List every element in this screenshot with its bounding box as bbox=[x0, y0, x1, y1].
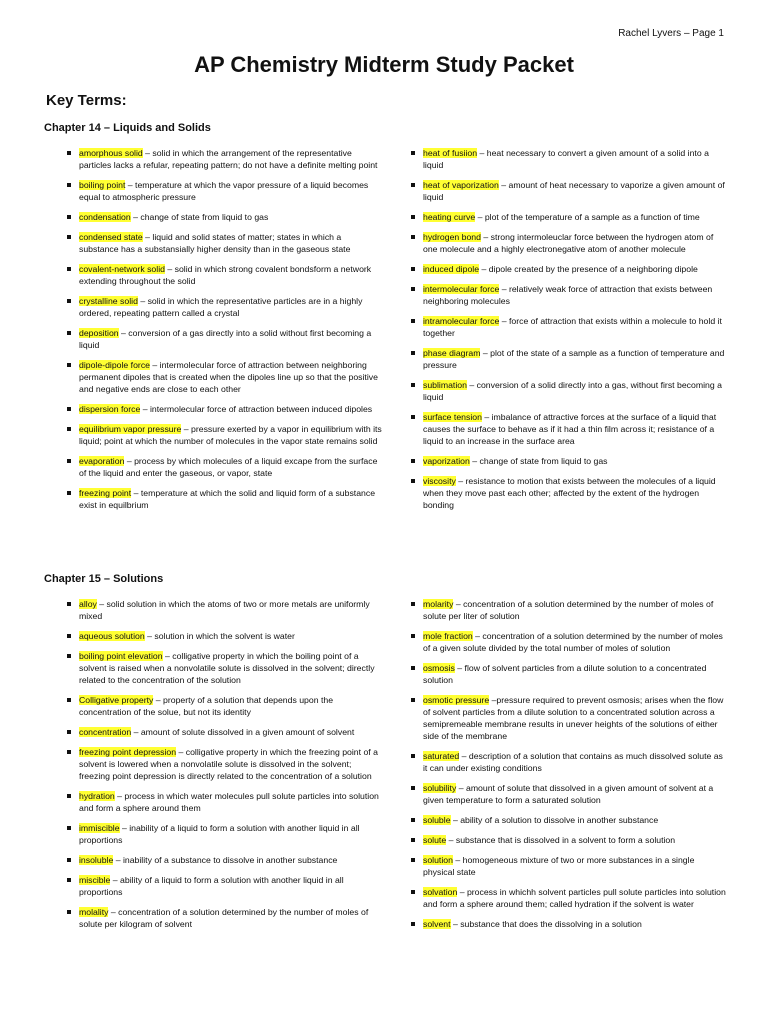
term-highlight: dispersion force bbox=[79, 404, 141, 414]
page-header: Rachel Lyvers – Page 1 bbox=[618, 28, 724, 39]
chapter-14-heading: Chapter 14 – Liquids and Solids bbox=[44, 122, 211, 134]
term-entry bbox=[64, 231, 382, 255]
term-highlight: boiling point elevation bbox=[79, 651, 163, 661]
term-entry bbox=[408, 598, 726, 622]
term-highlight: evaporation bbox=[79, 456, 125, 466]
term-highlight: solute bbox=[423, 835, 447, 845]
term-highlight: amorphous solid bbox=[79, 148, 143, 158]
term-entry bbox=[408, 231, 726, 255]
term-highlight: hydration bbox=[79, 791, 115, 801]
term-entry bbox=[64, 650, 382, 686]
term-entry bbox=[408, 834, 726, 846]
term-definition: – substance that is dissolved in a solvent to form a solution bbox=[446, 835, 676, 845]
term-entry bbox=[408, 918, 726, 930]
term-entry bbox=[408, 814, 726, 826]
term-entry bbox=[64, 726, 382, 738]
term-definition: – colligative property in which the freezing point of a solvent is lowered when a nonvolatile solute is dissolved in the solvent; freezing point depression is directly related to the concentration of a solution bbox=[79, 747, 378, 781]
term-highlight: solubility bbox=[423, 783, 457, 793]
term-definition: – amount of solute dissolved in a given amount of solvent bbox=[131, 727, 355, 737]
term-highlight: deposition bbox=[79, 328, 119, 338]
term-definition: – force of attraction that exists within a molecule to hold it together bbox=[423, 316, 722, 338]
term-definition: – strong intermoleuclar force between the hydrogen atom of one molecule and a highly electronegative atom of another molecule bbox=[423, 232, 714, 254]
term-definition: – solid in which the arrangement of the representative particles lacks a refular, repeating pattern; do not have a definite melting point bbox=[79, 148, 378, 170]
term-highlight: osmosis bbox=[423, 663, 455, 673]
term-highlight: miscible bbox=[79, 875, 111, 885]
term-highlight: Colligative property bbox=[79, 695, 154, 705]
document-title: AP Chemistry Midterm Study Packet bbox=[194, 52, 574, 77]
term-definition: – change of state from liquid to gas bbox=[130, 212, 269, 222]
term-definition: – amount of heat necessary to vaporize a given amount of liquid bbox=[423, 180, 725, 202]
term-entry bbox=[64, 403, 382, 415]
term-highlight: sublimation bbox=[423, 380, 467, 390]
term-definition: – intermolecular force of attraction between neighboring permanent dipoles that is created when the dipoles line up so that the positive and negative ends are close to each other bbox=[79, 360, 378, 394]
term-entry bbox=[64, 630, 382, 642]
term-highlight: condensed state bbox=[79, 232, 143, 242]
term-entry bbox=[408, 315, 726, 339]
term-highlight: phase diagram bbox=[423, 348, 481, 358]
term-entry bbox=[64, 179, 382, 203]
term-definition: – inability of a liquid to form a solution with another liquid in all proportions bbox=[79, 823, 360, 845]
term-highlight: equilibrium vapor pressure bbox=[79, 424, 182, 434]
term-entry bbox=[408, 263, 726, 275]
term-definition: – process in whichh solvent particles pull solute particles into solution and form a sphere around them; called hydration if the solvent is water bbox=[423, 887, 726, 909]
term-highlight: mole fraction bbox=[423, 631, 473, 641]
term-entry bbox=[408, 411, 726, 447]
term-entry bbox=[408, 694, 726, 742]
term-definition: – concentration of a solution determined by the number of moles of solute per kilogram of solvent bbox=[79, 907, 369, 929]
term-definition: – change of state from liquid to gas bbox=[469, 456, 608, 466]
term-entry bbox=[408, 211, 726, 223]
term-definition: – ability of a solution to dissolve in another substance bbox=[450, 815, 659, 825]
term-entry bbox=[64, 455, 382, 479]
term-highlight: hydrogen bond bbox=[423, 232, 481, 242]
term-highlight: crystalline solid bbox=[79, 296, 138, 306]
term-highlight: freezing point bbox=[79, 488, 132, 498]
term-highlight: osmotic pressure bbox=[423, 695, 490, 705]
term-highlight: molarity bbox=[423, 599, 454, 609]
term-entry bbox=[64, 694, 382, 718]
term-definition: – amount of solute that dissolved in a given amount of solvent at a given temperature to form a saturated solution bbox=[423, 783, 714, 805]
term-entry bbox=[64, 327, 382, 351]
term-definition: – flow of solvent particles from a dilute solution to a concentrated solution bbox=[423, 663, 707, 685]
term-entry bbox=[64, 359, 382, 395]
term-entry bbox=[408, 347, 726, 371]
term-highlight: molality bbox=[79, 907, 109, 917]
term-highlight: heat of vaporization bbox=[423, 180, 499, 190]
term-entry bbox=[408, 147, 726, 171]
chapter-15-right-list bbox=[408, 598, 726, 938]
term-highlight: condensation bbox=[79, 212, 131, 222]
term-definition: – pressure exerted by a vapor in equilibrium with its liquid; point at which the number of molecules in the vapor state remains solid bbox=[79, 424, 382, 446]
term-highlight: soluble bbox=[423, 815, 451, 825]
term-definition: – process by which molecules of a liquid excape from the surface of the liquid and enter the gaseous, or vapor, state bbox=[79, 456, 378, 478]
term-entry bbox=[408, 455, 726, 467]
term-definition: – substance that does the dissolving in a solution bbox=[450, 919, 642, 929]
term-entry bbox=[64, 598, 382, 622]
term-highlight: intramolecular force bbox=[423, 316, 500, 326]
term-definition: – solid in which the representative particles are in a highly ordered, repeating pattern called a crystal bbox=[79, 296, 363, 318]
term-entry bbox=[64, 874, 382, 898]
term-entry bbox=[64, 295, 382, 319]
term-definition: – imbalance of attractive forces at the surface of a liquid that causes the surface to behave as if it had a thin film across it; resistance of a liquid to an increase in the surface area bbox=[423, 412, 717, 446]
chapter-15-left-list bbox=[64, 598, 382, 938]
term-highlight: vaporization bbox=[423, 456, 470, 466]
term-entry bbox=[64, 263, 382, 287]
term-entry bbox=[408, 782, 726, 806]
term-definition: – temperature at which the solid and liquid form of a substance exist in equilbrium bbox=[79, 488, 376, 510]
term-entry bbox=[408, 886, 726, 910]
term-highlight: heating curve bbox=[423, 212, 476, 222]
term-highlight: solvent bbox=[423, 919, 451, 929]
term-definition: – conversion of a gas directly into a solid without first becoming a liquid bbox=[79, 328, 372, 350]
term-entry bbox=[64, 147, 382, 171]
term-highlight: intermolecular force bbox=[423, 284, 500, 294]
term-highlight: insoluble bbox=[79, 855, 114, 865]
term-entry bbox=[408, 179, 726, 203]
term-entry bbox=[64, 746, 382, 782]
term-highlight: heat of fusiion bbox=[423, 148, 478, 158]
term-entry bbox=[408, 854, 726, 878]
term-entry bbox=[408, 630, 726, 654]
term-highlight: solvation bbox=[423, 887, 458, 897]
term-highlight: dipole-dipole force bbox=[79, 360, 150, 370]
term-definition: – plot of the state of a sample as a function of temperature and pressure bbox=[423, 348, 725, 370]
term-entry bbox=[64, 487, 382, 511]
term-highlight: saturated bbox=[423, 751, 460, 761]
term-highlight: boiling point bbox=[79, 180, 126, 190]
term-definition: – solution in which the solvent is water bbox=[144, 631, 295, 641]
key-terms-heading: Key Terms: bbox=[46, 92, 127, 109]
term-definition: – heat necessary to convert a given amount of a solid into a liquid bbox=[423, 148, 709, 170]
term-highlight: viscosity bbox=[423, 476, 456, 486]
term-highlight: covalent-network solid bbox=[79, 264, 165, 274]
term-definition: – liquid and solid states of matter; states in which a substance has a substansially higher density than in the gaseous state bbox=[79, 232, 351, 254]
term-highlight: alloy bbox=[79, 599, 97, 609]
term-definition: – solid solution in which the atoms of two or more metals are uniformly mixed bbox=[79, 599, 370, 621]
term-definition: – resistance to motion that exists between the molecules of a liquid when they move past each other; affected by the extent of the hydrogen bonding bbox=[423, 476, 716, 510]
term-entry bbox=[64, 854, 382, 866]
term-definition: –pressure required to prevent osmosis; arises when the flow of solvent particles from a dilute solution to a concentrated solution across a semipremeable membrane results in unever heights of the solutions of either side of the membrane bbox=[423, 695, 724, 741]
term-definition: – temperature at which the vapor pressure of a liquid becomes equal to atmospheric pressure bbox=[79, 180, 369, 202]
term-definition: – conversion of a solid directly into a gas, without first becoming a liquid bbox=[423, 380, 722, 402]
term-highlight: induced dipole bbox=[423, 264, 480, 274]
term-entry bbox=[408, 283, 726, 307]
term-definition: – concentration of a solution determined by the number of moles of solute per liter of solution bbox=[423, 599, 714, 621]
term-definition: – ability of a liquid to form a solution with another liquid in all proportions bbox=[79, 875, 344, 897]
term-definition: – concentration of a solution determined by the number of moles of a given solute divided by the total number of moles of solution bbox=[423, 631, 723, 653]
term-highlight: solution bbox=[423, 855, 453, 865]
chapter-14-left-list bbox=[64, 147, 382, 519]
term-entry bbox=[64, 423, 382, 447]
term-highlight: surface tension bbox=[423, 412, 482, 422]
term-highlight: immiscible bbox=[79, 823, 120, 833]
term-definition: – solid in which strong covalent bondsform a network extending throughout the solid bbox=[79, 264, 372, 286]
term-entry bbox=[408, 750, 726, 774]
term-definition: – relatively weak force of attraction that exists between neighboring molecules bbox=[423, 284, 713, 306]
term-entry bbox=[408, 475, 726, 511]
term-entry bbox=[408, 662, 726, 686]
term-entry bbox=[64, 790, 382, 814]
term-definition: – description of a solution that contains as much dissolved solute as it can under existing conditions bbox=[423, 751, 723, 773]
term-definition: – inability of a substance to dissolve in another substance bbox=[113, 855, 338, 865]
chapter-15-heading: Chapter 15 – Solutions bbox=[44, 573, 164, 585]
term-definition: – plot of the temperature of a sample as a function of time bbox=[475, 212, 700, 222]
term-entry bbox=[64, 822, 382, 846]
term-entry bbox=[408, 379, 726, 403]
term-definition: – dipole created by the presence of a neighboring dipole bbox=[479, 264, 698, 274]
term-entry bbox=[64, 906, 382, 930]
term-highlight: aqueous solution bbox=[79, 631, 145, 641]
term-entry bbox=[64, 211, 382, 223]
term-definition: – intermolecular force of attraction between induced dipoles bbox=[140, 404, 373, 414]
term-highlight: concentration bbox=[79, 727, 132, 737]
term-definition: – colligative property in which the boiling point of a solvent is raised when a nonvolatile solute is dissolved in the solvent; directly related to the concentration of the solution bbox=[79, 651, 375, 685]
term-definition: – process in which water molecules pull solute particles into solution and form a sphere around them bbox=[79, 791, 379, 813]
term-highlight: freezing point depression bbox=[79, 747, 177, 757]
chapter-14-right-list bbox=[408, 147, 726, 519]
term-definition: – homogeneous mixture of two or more substances in a single physical state bbox=[423, 855, 695, 877]
term-definition: – property of a solution that depends upon the concentration of the solue, but not its identity bbox=[79, 695, 334, 717]
